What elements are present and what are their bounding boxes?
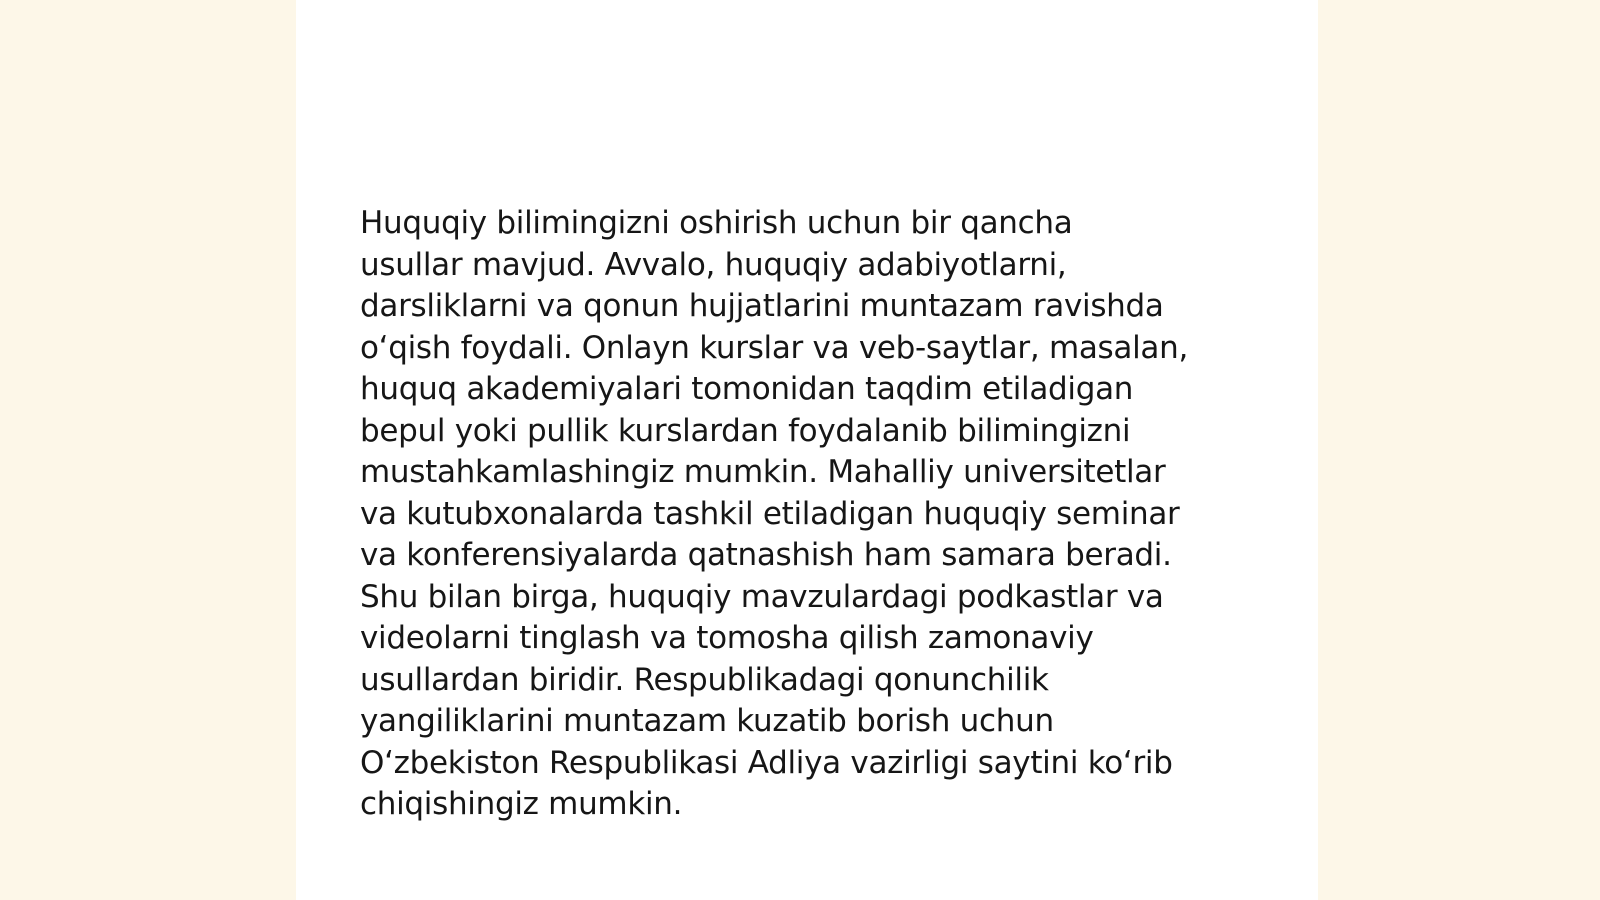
paragraph-line-4: o‘qish foydali. Onlayn kurslar va veb-saytlar, masalan, bbox=[360, 329, 1188, 366]
paragraph-line-11: videolarni tinglash va tomosha qilish zamonaviy bbox=[360, 620, 1094, 656]
paragraph-line-5: huquq akademiyalari tomonidan taqdim etiladigan bbox=[360, 371, 1134, 407]
paragraph-line-6: bepul yoki pullik kurslardan foydalanib bilimingizni bbox=[360, 412, 1131, 449]
paragraph-line-14: O‘zbekiston Respublikasi Adliya vazirligi saytini ko‘rib bbox=[360, 744, 1173, 781]
paragraph-line-10: Shu bilan birga, huquqiy mavzulardagi podkastlar va bbox=[360, 578, 1164, 615]
paragraph-line-15: chiqishingiz mumkin. bbox=[360, 786, 683, 822]
paragraph-line-7: mustahkamlashingiz mumkin. Mahalliy universitetlar bbox=[360, 454, 1166, 490]
paragraph-line-3: darsliklarni va qonun hujjatlarini muntazam ravishda bbox=[360, 288, 1164, 324]
body-paragraph bbox=[360, 203, 1260, 826]
paragraph-line-13: yangiliklarini muntazam kuzatib borish uchun bbox=[360, 703, 1054, 739]
paragraph-line-9: va konferensiyalarda qatnashish ham samara beradi. bbox=[360, 537, 1172, 573]
paragraph-line-8: va kutubxonalarda tashkil etiladigan huquqiy seminar bbox=[360, 495, 1180, 532]
paragraph-line-12: usullardan biridir. Respublikadagi qonunchilik bbox=[360, 661, 1049, 698]
paragraph-line-1: Huquqiy bilimingizni oshirish uchun bir qancha bbox=[360, 205, 1073, 241]
document-page bbox=[296, 0, 1318, 900]
paragraph-line-2: usullar mavjud. Avvalo, huquqiy adabiyotlarni, bbox=[360, 246, 1067, 283]
